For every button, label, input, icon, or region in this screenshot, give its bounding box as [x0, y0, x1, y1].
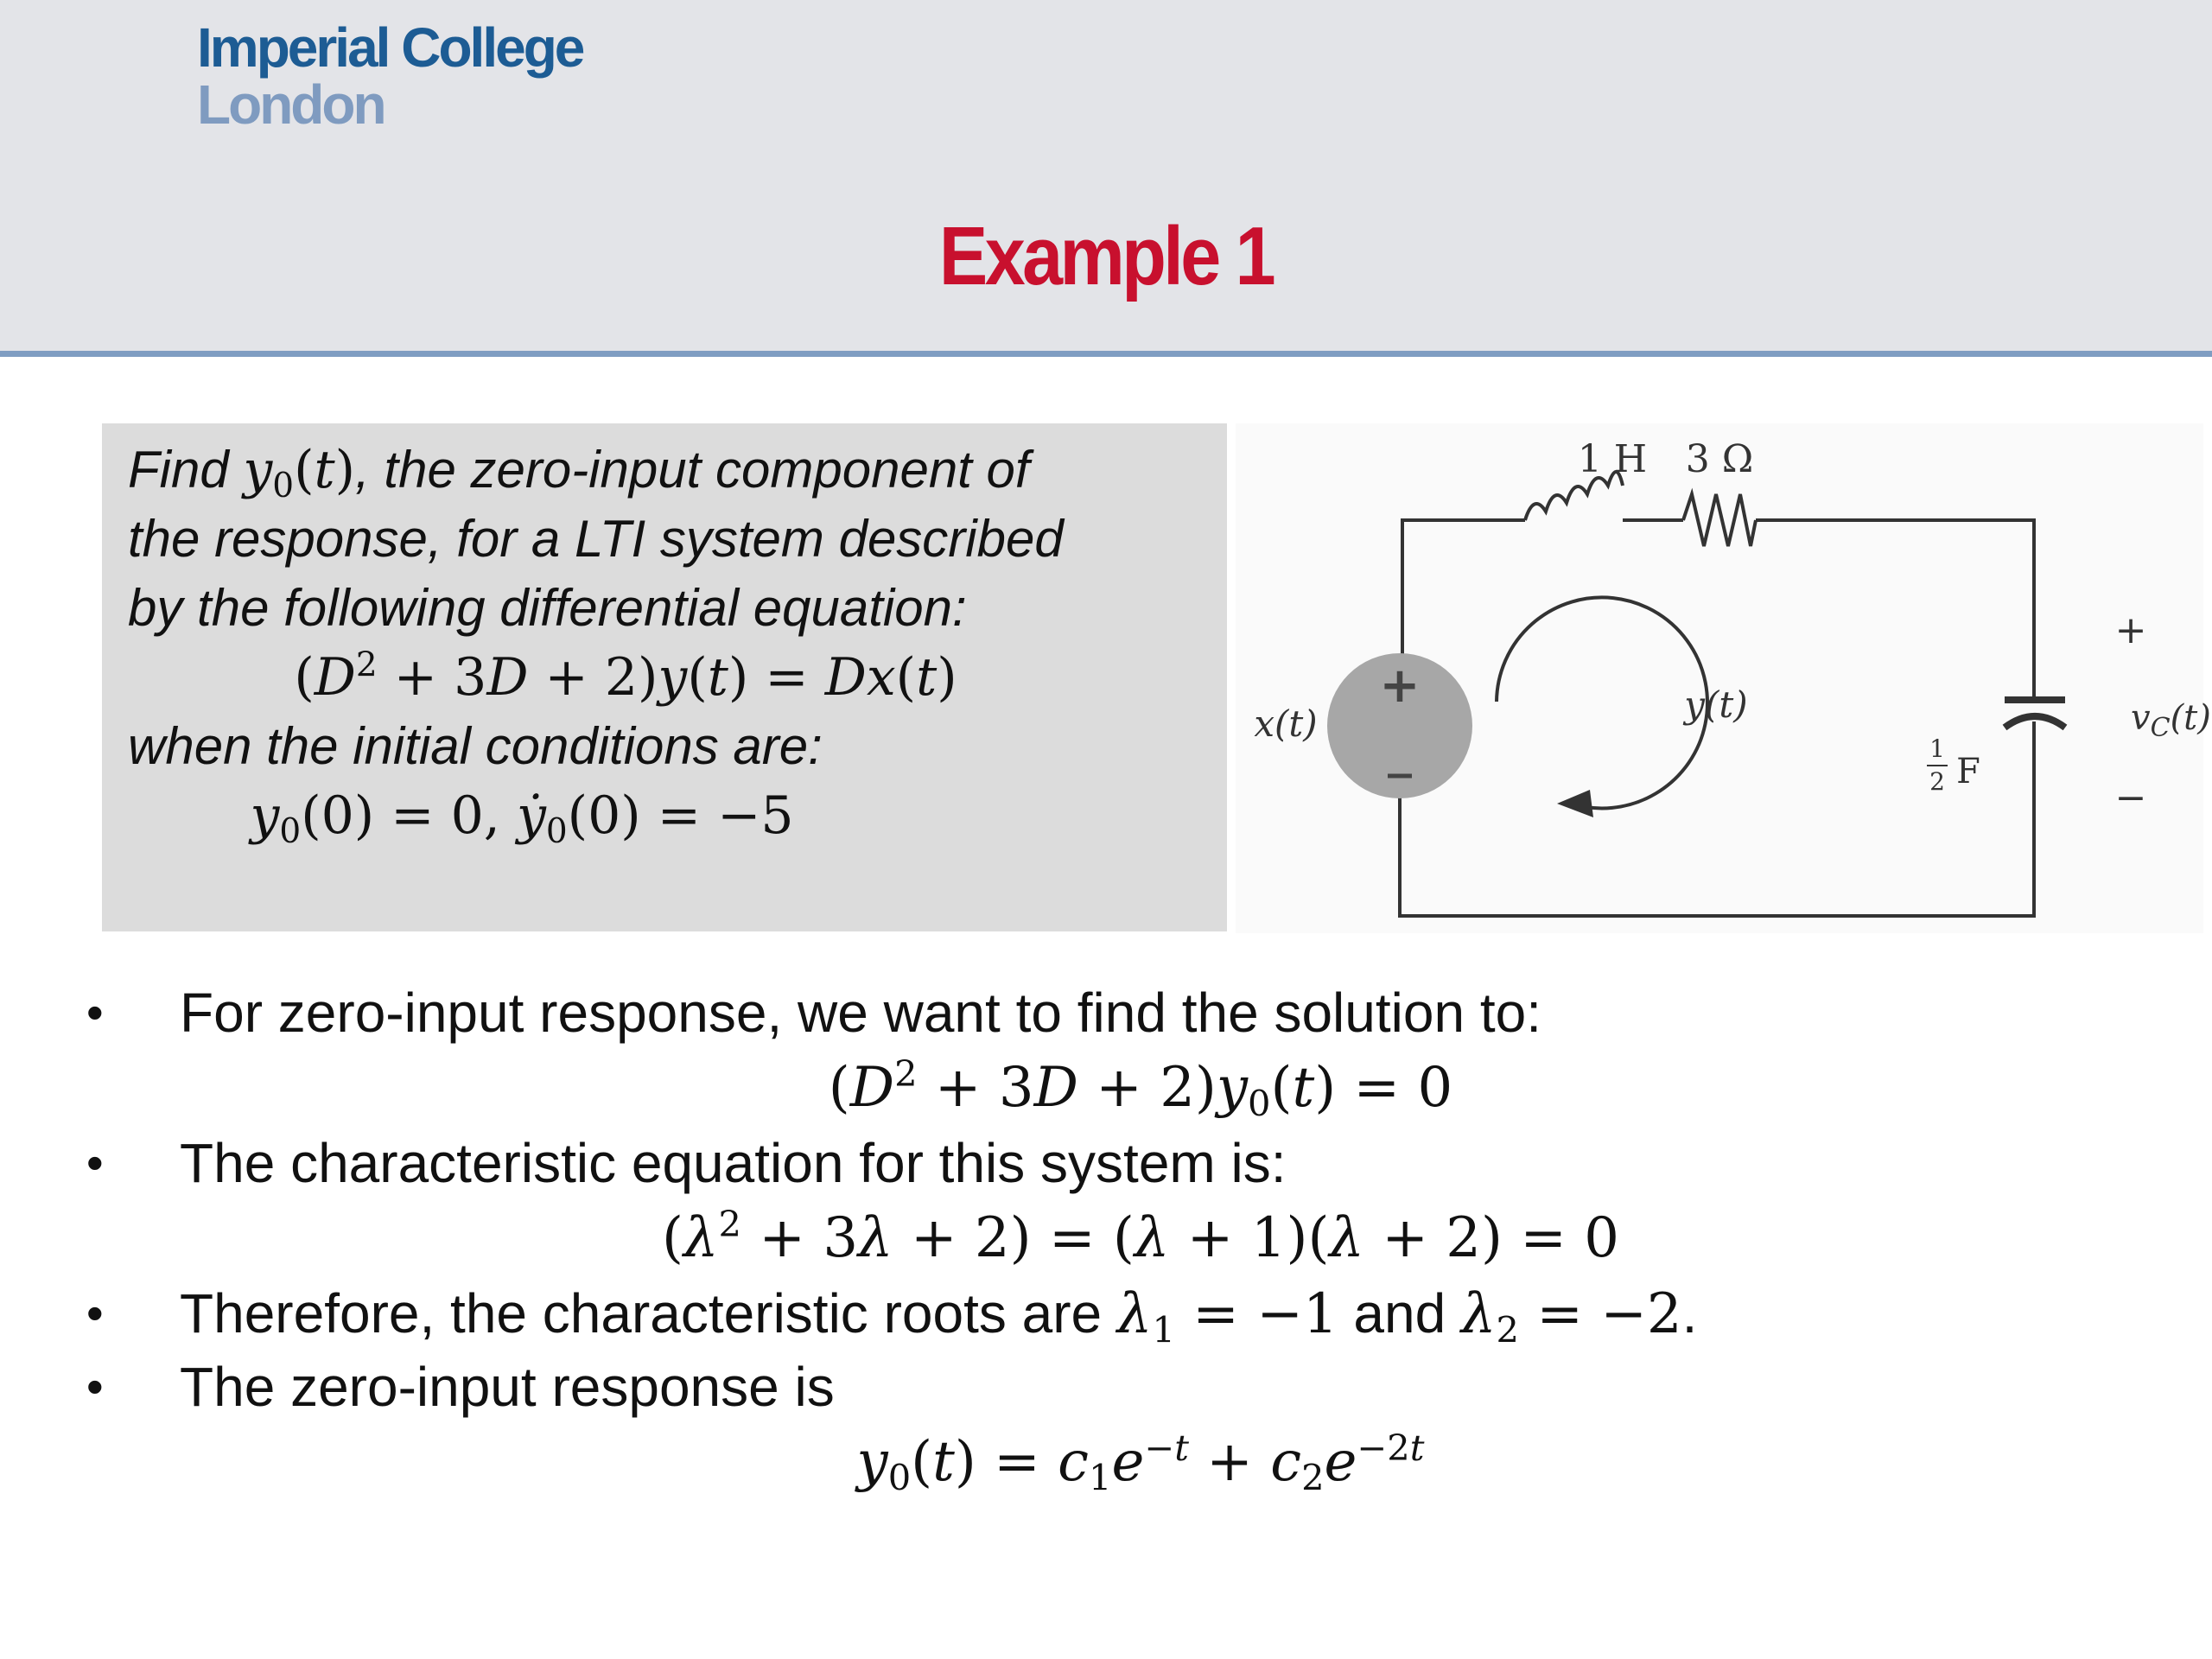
logo-line-1: Imperial College: [197, 16, 583, 79]
source-label: x(t): [1254, 702, 1318, 745]
bullet-dot: •: [86, 985, 104, 1039]
initial-conditions: $y_0(0) = 0$, ẏ$_0$(0) = −5: [250, 785, 794, 851]
slide-title: Example 1: [938, 210, 1274, 302]
bullet-text-2: The characteristic equation for this system is:: [180, 1132, 1287, 1194]
college-logo: [197, 16, 583, 136]
logo-line-2: London: [197, 73, 385, 136]
voltage-source: [1327, 653, 1472, 798]
bullet-dot: •: [86, 1359, 104, 1414]
rlc-circuit-diagram: [1236, 423, 2211, 933]
bullet-text-4: The zero-input response is: [180, 1356, 835, 1418]
differential-equation: $(D^2 + 3D + 2)y(t) = Dx(t)$: [294, 645, 957, 708]
bullet-roots: • Therefore, the characteristic roots are $\lambda_1 = -1$ and $\lambda_2 = -2$.: [78, 1277, 2186, 1351]
svg-text:F: F: [1956, 752, 1980, 791]
bullet-text-1: For zero-input response, we want to find the solution to:: [180, 982, 1541, 1044]
slide-header: [0, 0, 2212, 357]
svg-text:2: 2: [1929, 767, 1945, 796]
solution-bullets: [78, 976, 2186, 1501]
problem-line-1: Find $y_0(t)$, the zero-input component of: [128, 440, 1030, 505]
capacitor-voltage-label: [2131, 698, 2211, 743]
problem-line-4: when the initial conditions are:: [128, 717, 823, 775]
zero-input-response-equation: $y_0(t) = c_1e^{-t} + c_2e^{-2t}$: [856, 1427, 1425, 1499]
voltage-minus-sign: −: [2114, 776, 2147, 820]
bullet-dot: •: [86, 1135, 104, 1190]
bullet-response: [78, 1351, 2186, 1423]
svg-text:1: 1: [1929, 734, 1945, 763]
bullet-zero-input: [78, 976, 2186, 1049]
problem-line-2: the response, for a LTI system described: [128, 510, 1064, 568]
problem-line-3: by the following differential equation:: [128, 579, 967, 637]
bullet-characteristic: [78, 1127, 2186, 1199]
voltage-plus-sign: +: [2114, 608, 2147, 652]
inductor-label: 1 H: [1577, 437, 1648, 481]
bullet-dot: •: [86, 1286, 104, 1340]
resistor-label: 3 Ω: [1685, 437, 1754, 481]
svg-text:+: +: [1379, 658, 1421, 714]
problem-statement: [102, 423, 1227, 931]
characteristic-equation: $(\lambda^2 + 3\lambda + 2) = (\lambda + 1)(\lambda + 2) = 0$: [662, 1203, 1619, 1270]
svg-text:vC(t): $v_C(t)$: [2131, 698, 2211, 743]
zero-input-equation: $(D^2 + 3D + 2)y_0(t) = 0$: [828, 1052, 1453, 1125]
current-label: y(t): [1684, 683, 1748, 726]
